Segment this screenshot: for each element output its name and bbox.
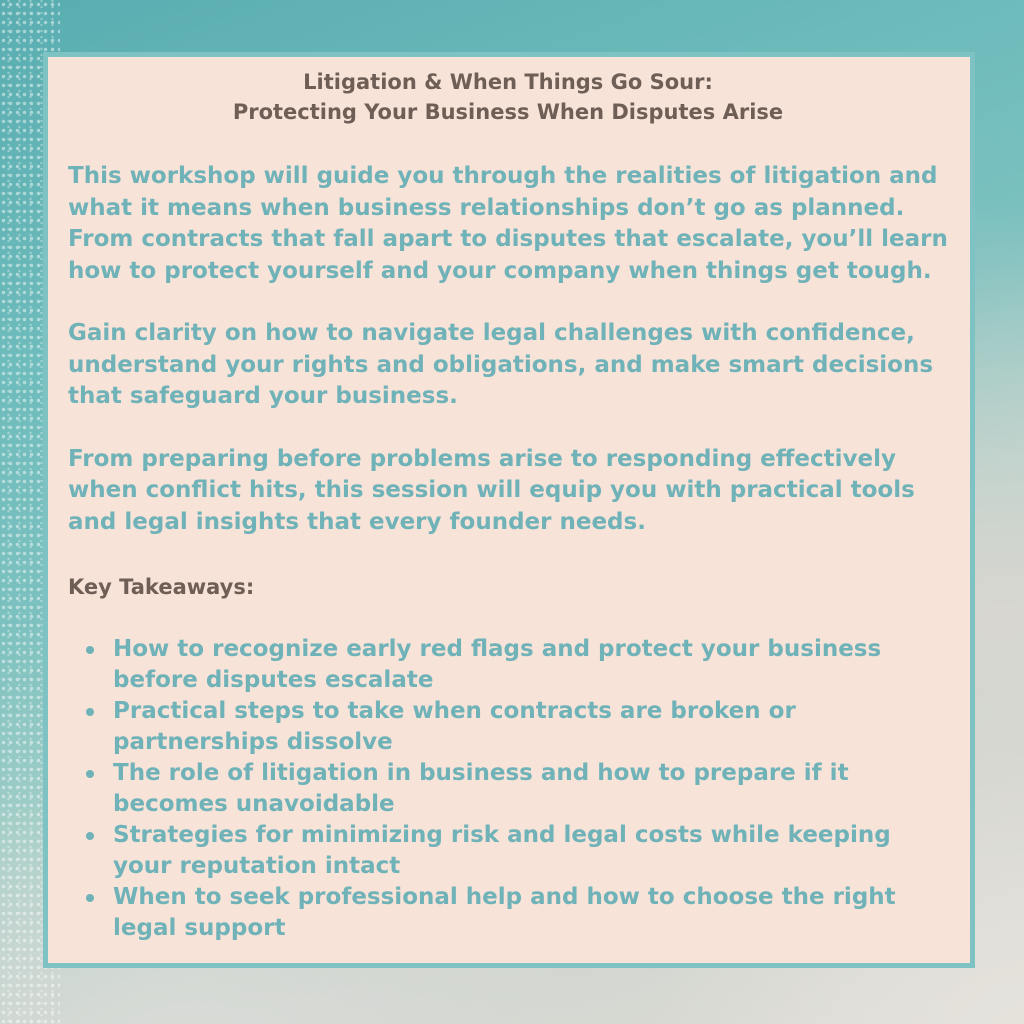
workshop-title	[68, 67, 948, 127]
takeaway-text: The role of litigation in business and how to prepare if it becomes unavoidable	[113, 760, 849, 817]
preparation-paragraph: From preparing before problems arise to responding effectively when conflict hits, this session will equip you with practical tools and legal insights that every founder needs.	[68, 445, 915, 535]
list-item	[68, 696, 948, 758]
takeaway-text: Practical steps to take when contracts are broken or partnerships dissolve	[113, 698, 796, 755]
intro-paragraph: This workshop will guide you through the realities of litigation and what it means when business relationships don’t go as planned. From contracts that fall apart to disputes that escalate, you’ll learn how to protect yourself and your company when things get tough.	[68, 163, 948, 284]
takeaways-list	[68, 634, 948, 944]
bullet-icon	[86, 708, 94, 716]
list-item	[68, 634, 948, 696]
takeaway-text: How to recognize early red flags and protect your business before disputes escalate	[113, 636, 882, 693]
list-item	[68, 882, 948, 944]
bullet-icon	[86, 832, 94, 840]
bullet-icon	[86, 646, 94, 654]
takeaway-text: When to seek professional help and how to choose the right legal support	[113, 884, 896, 941]
list-item	[68, 758, 948, 820]
title-line-2: Protecting Your Business When Disputes Arise	[232, 100, 784, 124]
clarity-paragraph: Gain clarity on how to navigate legal challenges with confidence, understand your rights and obligations, and make smart decisions that safeguard your business.	[68, 320, 934, 409]
takeaway-text: Strategies for minimizing risk and legal costs while keeping your reputation intact	[113, 822, 891, 879]
list-item	[68, 820, 948, 882]
title-line-1: Litigation & When Things Go Sour:	[303, 70, 713, 94]
key-takeaways-heading: Key Takeaways:	[68, 575, 255, 599]
bullet-icon	[86, 894, 94, 902]
workshop-card	[43, 52, 975, 968]
bullet-icon	[86, 770, 94, 778]
